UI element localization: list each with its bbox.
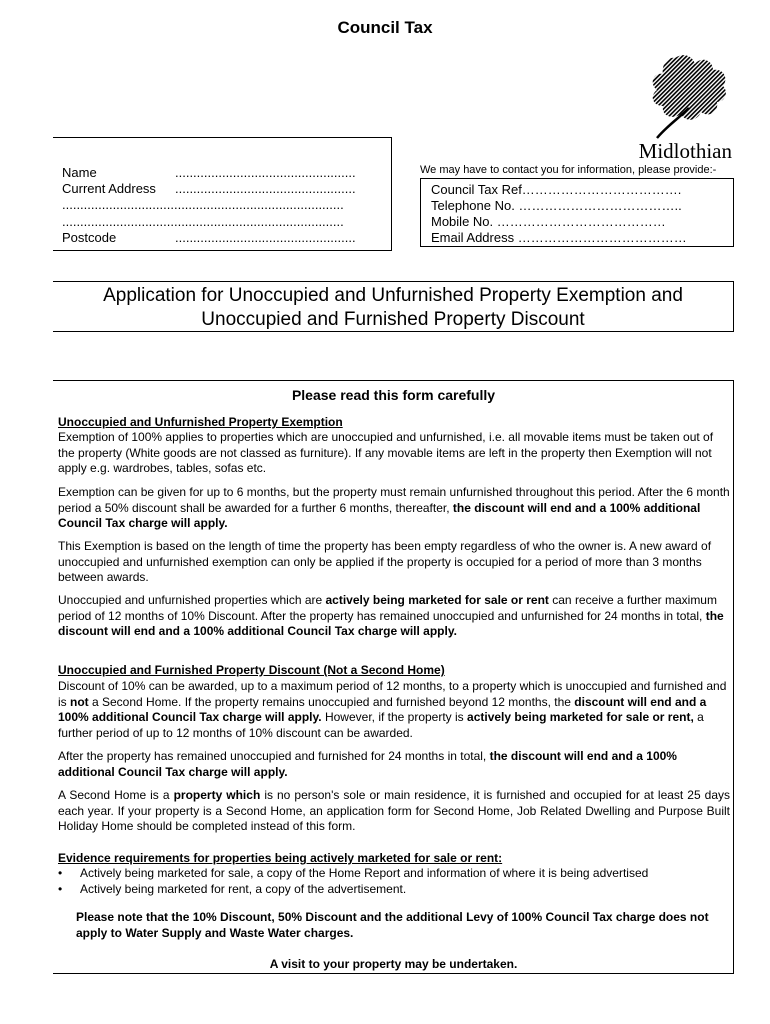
notice-heading: Please read this form carefully — [291, 387, 496, 403]
water-charges-note: Please note that the 10% Discount, 50% Discount and the additional Levy of 100% Council Tax charge does not apply to Water Supply and Waste Water charges. — [76, 910, 709, 940]
exemption-paragraph-1: Exemption of 100% applies to properties which are unoccupied and unfurnished, i.e. all movable items must be taken out of the property (White goods are not classed as furniture). If any movable items are left in the property then Exemption will not apply e.g. wardrobes, tables, sofas etc. — [58, 430, 714, 475]
discount-title: Unoccupied and Furnished Property Discount (Not a Second Home) — [58, 663, 445, 677]
contact-intro: We may have to contact you for information, please provide:- — [420, 164, 717, 176]
brand-name: Midlothian — [638, 139, 732, 163]
address-line-3-field[interactable]: .............................................................................. — [62, 214, 344, 229]
council-tax-ref-field[interactable]: Council Tax Ref………………………………. — [431, 182, 682, 197]
form-heading-line-2: Unoccupied and Furnished Property Discount — [201, 309, 585, 330]
evidence-bullet-2: • Actively being marketed for rent, a copy of the advertisement. — [58, 882, 407, 896]
address-line-2-field[interactable]: .............................................................................. — [62, 197, 344, 212]
email-field[interactable]: Email Address ………………………………… — [431, 230, 687, 245]
name-row[interactable] — [62, 165, 356, 181]
form-heading-line-1: Application for Unoccupied and Unfurnished Property Exemption and — [103, 285, 683, 306]
mobile-field[interactable]: Mobile No. ………………………………… — [431, 214, 666, 229]
postcode-label: Postcode — [62, 230, 117, 245]
second-home-paragraph: A Second Home is a property which is no person's sole or main residence, it is furnished and occupied for at least 25 days each year. If your property is a Second Home, an application form for Second Home, Job Related Dwelling and Purpose Built Holiday Home should be completed instead of this form. — [58, 788, 731, 833]
postcode-row[interactable] — [62, 230, 356, 246]
discount-paragraph-2: After the property has remained unoccupied and furnished for 24 months in total, the discount will end and a 100% additional Council Tax charge will apply. — [58, 749, 677, 779]
current-address-label: Current Address — [62, 181, 156, 196]
current-address-field[interactable]: .................................................. — [175, 181, 356, 196]
exemption-paragraph-3: This Exemption is based on the length of time the property has been empty regardless of who the owner is. A new award of unoccupied and unfurnished exemption can only be applied if the property is occupied for a period of more than 3 months between awards. — [58, 539, 712, 584]
form-heading — [53, 281, 734, 332]
name-label: Name — [62, 165, 97, 180]
oak-leaf-logo-icon — [645, 50, 730, 145]
name-field[interactable]: .................................................. — [175, 165, 356, 180]
telephone-field[interactable]: Telephone No. ……………………………….. — [431, 198, 682, 213]
contact-details-box — [420, 178, 734, 247]
exemption-paragraph-4: Unoccupied and unfurnished properties which are actively being marketed for sale or rent can receive a further maximum period of 12 months of 10% Discount. After the property has remained unoccupied and unfurnished for 24 months in total, the discount will end and a 100% additional Council Tax charge will apply. — [58, 593, 724, 638]
evidence-bullet-1: • Actively being marketed for sale, a copy of the Home Report and information of where it is being advertised — [58, 866, 649, 880]
postcode-field[interactable]: .................................................. — [175, 230, 356, 245]
page-title: Council Tax — [337, 18, 433, 37]
discount-paragraph-1: Discount of 10% can be awarded, up to a maximum period of 12 months, to a property which is unoccupied and furnished and is not a Second Home. If the property remains unoccupied and furnished beyond 12 months, the discount will end and a 100% additional Council Tax charge will apply. However, if the property is actively being marketed for sale or rent, a further period of up to 12 months of 10% discount can be awarded. — [58, 679, 727, 740]
exemption-paragraph-2: Exemption can be given for up to 6 months, but the property must remain unfurnished throughout this period. After the 6 month period a 50% discount shall be awarded for a further 6 months, thereafter, the discount will end and a 100% additional Council Tax charge will apply. — [58, 485, 730, 530]
exemption-title: Unoccupied and Unfurnished Property Exemption — [58, 415, 343, 429]
evidence-title: Evidence requirements for properties being actively marketed for sale or rent: — [58, 851, 503, 865]
visit-notice: A visit to your property may be undertaken. — [269, 957, 518, 971]
current-address-row[interactable] — [62, 181, 356, 197]
applicant-address-box — [53, 137, 392, 251]
